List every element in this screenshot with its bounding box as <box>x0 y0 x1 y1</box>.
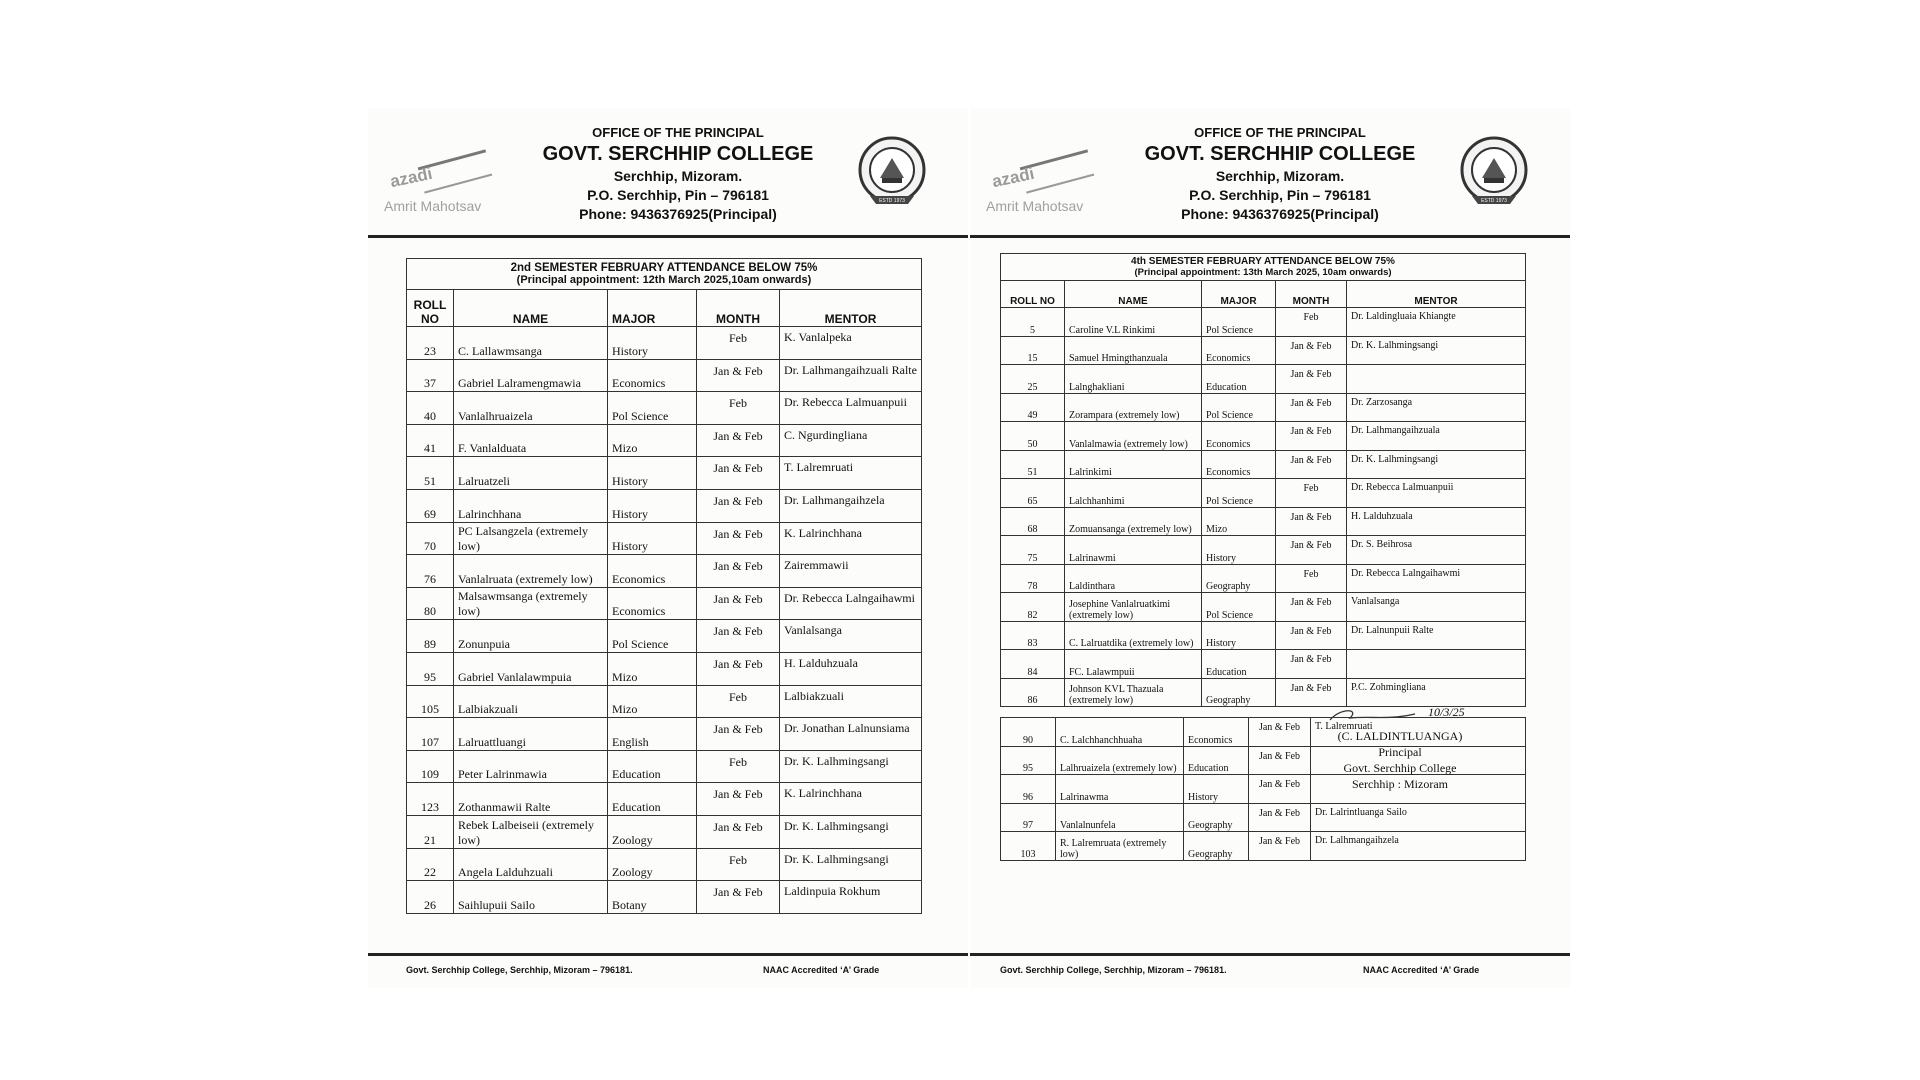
table-row <box>1001 650 1526 679</box>
table-row <box>1001 450 1526 479</box>
roll-no-cell: 84 <box>1001 650 1065 679</box>
college-name: GOVT. SERCHHIP COLLEGE <box>1144 143 1416 165</box>
name-cell: Lalrinchhana <box>454 489 608 522</box>
month-cell: Feb <box>697 685 780 718</box>
principal-signature-block <box>1320 705 1480 792</box>
month-cell: Jan & Feb <box>1249 746 1311 775</box>
name-cell: Rebek Lalbeiseii (extremely low) <box>454 815 608 848</box>
name-cell: PC Lalsangzela (extremely low) <box>454 522 608 555</box>
mentor-cell: Dr. Zarzosanga <box>1347 393 1526 422</box>
principal-college: Govt. Serchhip College <box>1343 761 1457 775</box>
table-subtitle: (Principal appointment: 13th March 2025, 10am onwards) <box>1134 267 1392 278</box>
col-name: NAME <box>454 290 608 327</box>
name-cell: C. Lalchhanchhuaha <box>1056 718 1184 747</box>
month-cell: Jan & Feb <box>1249 832 1311 861</box>
roll-no-cell: 21 <box>407 815 454 848</box>
major-cell: Pol Science <box>1202 393 1276 422</box>
major-cell: Economics <box>608 587 697 620</box>
month-cell: Jan & Feb <box>1276 365 1347 394</box>
roll-no-cell: 96 <box>1001 775 1056 804</box>
major-cell: History <box>608 522 697 555</box>
name-cell: F. Vanlalduata <box>454 424 608 457</box>
col-major: MAJOR <box>1202 281 1276 308</box>
mentor-cell: Dr. Laldingluaia Khiangte <box>1347 308 1526 337</box>
mentor-cell: Dr. Jonathan Lalnunsiama <box>780 718 922 751</box>
name-cell: Vanlalnunfela <box>1056 803 1184 832</box>
major-cell: History <box>1202 536 1276 565</box>
mentor-cell: T. Lalremruati <box>780 457 922 490</box>
major-cell: English <box>608 718 697 751</box>
roll-no-cell: 89 <box>407 620 454 653</box>
letterhead-rule <box>970 235 1570 238</box>
major-cell: Geography <box>1202 564 1276 593</box>
major-cell: History <box>608 327 697 360</box>
roll-no-cell: 51 <box>407 457 454 490</box>
name-cell: Zothanmawii Ralte <box>454 783 608 816</box>
major-cell: Geography <box>1184 803 1249 832</box>
col-month: MONTH <box>1276 281 1347 308</box>
mentor-cell: Dr. Rebecca Lalngaihawmi <box>780 587 922 620</box>
major-cell: History <box>608 457 697 490</box>
table-row <box>407 457 922 490</box>
table-subtitle: (Principal appointment: 12th March 2025,10am onwards) <box>516 274 812 286</box>
major-cell: Education <box>1202 650 1276 679</box>
name-cell: Saihlupuii Sailo <box>454 881 608 914</box>
table-row <box>1001 564 1526 593</box>
attendance-table-2nd-sem <box>406 258 922 914</box>
table-title: 2nd SEMESTER FEBRUARY ATTENDANCE BELOW 75% <box>510 262 818 274</box>
table-row <box>1001 365 1526 394</box>
roll-no-cell: 78 <box>1001 564 1065 593</box>
table-body <box>1001 308 1526 707</box>
name-cell: Vanlalruata (extremely low) <box>454 555 608 588</box>
roll-no-cell: 68 <box>1001 507 1065 536</box>
table-row <box>407 392 922 425</box>
mentor-cell: Dr. K. Lalhmingsangi <box>780 848 922 881</box>
right-document-page <box>970 108 1570 988</box>
footer-address: Govt. Serchhip College, Serchhip, Mizoram – 796181. <box>1000 965 1227 975</box>
letterhead-rule <box>368 235 968 238</box>
roll-no-cell: 37 <box>407 359 454 392</box>
mentor-cell: C. Ngurdingliana <box>780 424 922 457</box>
left-document-page <box>368 108 968 988</box>
table-title: 4th SEMESTER FEBRUARY ATTENDANCE BELOW 75% <box>1131 256 1395 267</box>
college-place: Serchhip, Mizoram. <box>613 168 743 184</box>
table-header-row <box>407 290 922 327</box>
mentor-cell: K. Lalrinchhana <box>780 522 922 555</box>
roll-no-cell: 25 <box>1001 365 1065 394</box>
mentor-cell: Dr. Rebecca Lalmuanpuii <box>780 392 922 425</box>
major-cell: Mizo <box>608 685 697 718</box>
table-row <box>1001 479 1526 508</box>
footer-address: Govt. Serchhip College, Serchhip, Mizoram – 796181. <box>406 965 633 975</box>
table-row <box>407 652 922 685</box>
roll-no-cell: 40 <box>407 392 454 425</box>
name-cell: C. Lallawmsanga <box>454 327 608 360</box>
table-row <box>407 783 922 816</box>
major-cell: Economics <box>608 359 697 392</box>
name-cell: Samuel Hmingthanzuala <box>1065 336 1202 365</box>
roll-no-cell: 69 <box>407 489 454 522</box>
table-row <box>1001 336 1526 365</box>
month-cell: Feb <box>1276 479 1347 508</box>
mentor-cell <box>1347 650 1526 679</box>
table-row <box>407 718 922 751</box>
col-major: MAJOR <box>608 290 697 327</box>
month-cell: Feb <box>1276 564 1347 593</box>
azadi-ka-amrit-mahotsav-logo: azadi Amrit Mahotsav <box>380 158 500 228</box>
college-name: GOVT. SERCHHIP COLLEGE <box>542 143 814 165</box>
major-cell: Pol Science <box>608 392 697 425</box>
name-cell: Lalhruaizela (extremely low) <box>1056 746 1184 775</box>
roll-no-cell: 26 <box>407 881 454 914</box>
roll-no-cell: 109 <box>407 750 454 783</box>
college-phone: Phone: 9436376925(Principal) <box>1181 206 1379 222</box>
footer-accreditation: NAAC Accredited ‘A’ Grade <box>1363 965 1480 975</box>
month-cell: Feb <box>697 750 780 783</box>
month-cell: Jan & Feb <box>1249 775 1311 804</box>
mentor-cell: Dr. Lalhmangaihzuali Ralte <box>780 359 922 392</box>
table-row <box>407 815 922 848</box>
major-cell: Economics <box>1184 718 1249 747</box>
month-cell: Jan & Feb <box>697 652 780 685</box>
mentor-cell: K. Lalrinchhana <box>780 783 922 816</box>
mentor-cell: Dr. Rebecca Lalngaihawmi <box>1347 564 1526 593</box>
table-row <box>407 522 922 555</box>
major-cell: Zoology <box>608 848 697 881</box>
month-cell: Jan & Feb <box>1276 650 1347 679</box>
major-cell: Economics <box>608 555 697 588</box>
table-body <box>407 327 922 914</box>
major-cell: Education <box>608 750 697 783</box>
name-cell: Josephine Vanlalruatkimi (extremely low) <box>1065 593 1202 622</box>
table-row <box>1001 422 1526 451</box>
footer-rule <box>368 953 968 956</box>
month-cell: Feb <box>697 848 780 881</box>
college-phone: Phone: 9436376925(Principal) <box>579 206 777 222</box>
roll-no-cell: 103 <box>1001 832 1056 861</box>
month-cell: Jan & Feb <box>1276 336 1347 365</box>
month-cell: Jan & Feb <box>1249 718 1311 747</box>
letterhead <box>970 108 1570 233</box>
month-cell: Jan & Feb <box>1276 621 1347 650</box>
mentor-cell <box>1347 365 1526 394</box>
roll-no-cell: 51 <box>1001 450 1065 479</box>
month-cell: Jan & Feb <box>697 587 780 620</box>
mentor-cell: Dr. S. Beihrosa <box>1347 536 1526 565</box>
name-cell: Peter Lalrinmawia <box>454 750 608 783</box>
name-cell: Zorampara (extremely low) <box>1065 393 1202 422</box>
name-cell: Zomuansanga (extremely low) <box>1065 507 1202 536</box>
col-name: NAME <box>1065 281 1202 308</box>
mentor-cell: Dr. K. Lalhmingsangi <box>780 750 922 783</box>
col-mentor: MENTOR <box>780 290 922 327</box>
roll-no-cell: 95 <box>407 652 454 685</box>
month-cell: Feb <box>1276 308 1347 337</box>
name-cell: Lalruatzeli <box>454 457 608 490</box>
month-cell: Jan & Feb <box>697 555 780 588</box>
name-cell: Zonunpuia <box>454 620 608 653</box>
roll-no-cell: 86 <box>1001 678 1065 707</box>
roll-no-cell: 75 <box>1001 536 1065 565</box>
mentor-cell: Lalbiakzuali <box>780 685 922 718</box>
month-cell: Jan & Feb <box>1276 507 1347 536</box>
major-cell: Economics <box>1202 336 1276 365</box>
name-cell: Angela Lalduhzuali <box>454 848 608 881</box>
roll-no-cell: 5 <box>1001 308 1065 337</box>
col-roll-no: ROLL NO <box>407 290 454 327</box>
major-cell: Pol Science <box>1202 593 1276 622</box>
major-cell: History <box>1184 775 1249 804</box>
college-place: Serchhip, Mizoram. <box>1215 168 1345 184</box>
name-cell: Lalrinawma <box>1056 775 1184 804</box>
table-row <box>407 848 922 881</box>
major-cell: Education <box>608 783 697 816</box>
col-mentor: MENTOR <box>1347 281 1526 308</box>
roll-no-cell: 49 <box>1001 393 1065 422</box>
month-cell: Jan & Feb <box>1276 450 1347 479</box>
roll-no-cell: 41 <box>407 424 454 457</box>
mentor-cell: Dr. Lalrintluanga Sailo <box>1311 803 1526 832</box>
major-cell: Botany <box>608 881 697 914</box>
mentor-cell: Dr. Lalhmangaihzuala <box>1347 422 1526 451</box>
mentor-cell: Dr. Lalhmangaihzela <box>780 489 922 522</box>
table-row <box>1001 803 1526 832</box>
mentor-cell: Dr. Lalhmangaihzela <box>1311 832 1526 861</box>
name-cell: R. Lalremruata (extremely low) <box>1056 832 1184 861</box>
major-cell: History <box>608 489 697 522</box>
major-cell: Economics <box>1202 422 1276 451</box>
mentor-cell: Vanlalsanga <box>780 620 922 653</box>
month-cell: Jan & Feb <box>697 522 780 555</box>
table-row <box>407 881 922 914</box>
svg-text:ESTD 1973: ESTD 1973 <box>1481 198 1507 204</box>
month-cell: Jan & Feb <box>1276 393 1347 422</box>
major-cell: Economics <box>1202 450 1276 479</box>
month-cell: Jan & Feb <box>697 718 780 751</box>
major-cell: Pol Science <box>1202 479 1276 508</box>
roll-no-cell: 22 <box>407 848 454 881</box>
table-header-row <box>1001 281 1526 308</box>
major-cell: Education <box>1202 365 1276 394</box>
major-cell: History <box>1202 621 1276 650</box>
month-cell: Feb <box>697 392 780 425</box>
mentor-cell: H. Lalduhzuala <box>1347 507 1526 536</box>
roll-no-cell: 15 <box>1001 336 1065 365</box>
name-cell: Vanlalmawia (extremely low) <box>1065 422 1202 451</box>
table-row <box>407 327 922 360</box>
name-cell: Lalnghakliani <box>1065 365 1202 394</box>
major-cell: Mizo <box>608 424 697 457</box>
roll-no-cell: 80 <box>407 587 454 620</box>
month-cell: Jan & Feb <box>697 457 780 490</box>
table-row <box>407 620 922 653</box>
mentor-cell: Zairemmawii <box>780 555 922 588</box>
name-cell: FC. Lalawmpuii <box>1065 650 1202 679</box>
roll-no-cell: 123 <box>407 783 454 816</box>
roll-no-cell: 65 <box>1001 479 1065 508</box>
name-cell: Gabriel Lalramengmawia <box>454 359 608 392</box>
azadi-ka-amrit-mahotsav-logo: azadi Amrit Mahotsav <box>982 158 1102 228</box>
roll-no-cell: 70 <box>407 522 454 555</box>
name-cell: C. Lalruatdika (extremely low) <box>1065 621 1202 650</box>
table-row <box>1001 393 1526 422</box>
mentor-cell: K. Vanlalpeka <box>780 327 922 360</box>
mentor-cell: Dr. Lalnunpuii Ralte <box>1347 621 1526 650</box>
major-cell: Mizo <box>608 652 697 685</box>
month-cell: Jan & Feb <box>1249 803 1311 832</box>
principal-place: Serchhip : Mizoram <box>1352 777 1448 791</box>
month-cell: Jan & Feb <box>697 620 780 653</box>
table-row <box>407 489 922 522</box>
college-po: P.O. Serchhip, Pin – 796181 <box>1189 187 1371 203</box>
principal-name: (C. LALDINTLUANGA) <box>1337 729 1463 743</box>
mentor-cell: Laldinpuia Rokhum <box>780 881 922 914</box>
office-heading: OFFICE OF THE PRINCIPAL <box>1194 125 1366 140</box>
name-cell: Lalbiakzuali <box>454 685 608 718</box>
footer-accreditation: NAAC Accredited ‘A’ Grade <box>763 965 880 975</box>
month-cell: Jan & Feb <box>1276 536 1347 565</box>
table-row <box>1001 308 1526 337</box>
svg-text:ESTD 1973: ESTD 1973 <box>879 198 905 204</box>
major-cell: Pol Science <box>608 620 697 653</box>
month-cell: Jan & Feb <box>697 489 780 522</box>
letterhead <box>368 108 968 233</box>
name-cell: Malsawmsanga (extremely low) <box>454 587 608 620</box>
mentor-cell: Vanlalsanga <box>1347 593 1526 622</box>
month-cell: Jan & Feb <box>1276 422 1347 451</box>
name-cell: Vanlalhruaizela <box>454 392 608 425</box>
mentor-cell: Dr. Rebecca Lalmuanpuii <box>1347 479 1526 508</box>
month-cell: Jan & Feb <box>697 359 780 392</box>
major-cell: Geography <box>1202 678 1276 707</box>
name-cell: Laldinthara <box>1065 564 1202 593</box>
major-cell: Mizo <box>1202 507 1276 536</box>
table-row <box>1001 507 1526 536</box>
table-row <box>1001 678 1526 707</box>
name-cell: Gabriel Vanlalawmpuia <box>454 652 608 685</box>
roll-no-cell: 105 <box>407 685 454 718</box>
roll-no-cell: 97 <box>1001 803 1056 832</box>
table-row <box>407 359 922 392</box>
mentor-cell: H. Lalduhzuala <box>780 652 922 685</box>
table-row <box>1001 536 1526 565</box>
mentor-cell: Dr. K. Lalhmingsangi <box>1347 336 1526 365</box>
month-cell: Jan & Feb <box>697 881 780 914</box>
college-emblem-icon <box>852 134 932 214</box>
major-cell: Pol Science <box>1202 308 1276 337</box>
table-row <box>407 587 922 620</box>
mentor-cell: Dr. K. Lalhmingsangi <box>780 815 922 848</box>
name-cell: Lalrinkimi <box>1065 450 1202 479</box>
mentor-cell: P.C. Zohmingliana <box>1347 678 1526 707</box>
college-po: P.O. Serchhip, Pin – 796181 <box>587 187 769 203</box>
principal-role: Principal <box>1378 745 1422 759</box>
table-row <box>407 685 922 718</box>
footer-rule <box>970 953 1570 956</box>
major-cell: Zoology <box>608 815 697 848</box>
table-row <box>1001 621 1526 650</box>
table-row <box>407 555 922 588</box>
table-row <box>1001 832 1526 861</box>
name-cell: Lalchhanhimi <box>1065 479 1202 508</box>
major-cell: Education <box>1184 746 1249 775</box>
col-month: MONTH <box>697 290 780 327</box>
name-cell: Lalruattluangi <box>454 718 608 751</box>
month-cell: Feb <box>697 327 780 360</box>
roll-no-cell: 76 <box>407 555 454 588</box>
name-cell: Lalrinawmi <box>1065 536 1202 565</box>
college-emblem-icon <box>1454 134 1534 214</box>
name-cell: Johnson KVL Thazuala (extremely low) <box>1065 678 1202 707</box>
month-cell: Jan & Feb <box>697 783 780 816</box>
roll-no-cell: 107 <box>407 718 454 751</box>
table-row <box>1001 593 1526 622</box>
roll-no-cell: 90 <box>1001 718 1056 747</box>
office-heading: OFFICE OF THE PRINCIPAL <box>592 125 764 140</box>
roll-no-cell: 95 <box>1001 746 1056 775</box>
major-cell: Geography <box>1184 832 1249 861</box>
mentor-cell: Dr. K. Lalhmingsangi <box>1347 450 1526 479</box>
roll-no-cell: 50 <box>1001 422 1065 451</box>
table-row <box>407 424 922 457</box>
roll-no-cell: 83 <box>1001 621 1065 650</box>
name-cell: Caroline V.L Rinkimi <box>1065 308 1202 337</box>
month-cell: Jan & Feb <box>697 815 780 848</box>
roll-no-cell: 82 <box>1001 593 1065 622</box>
mentor-cell: T. Lalremruati <box>1311 718 1526 747</box>
roll-no-cell: 23 <box>407 327 454 360</box>
month-cell: Jan & Feb <box>1276 593 1347 622</box>
table-row <box>407 750 922 783</box>
col-roll-no: ROLL NO <box>1001 281 1065 308</box>
month-cell: Jan & Feb <box>697 424 780 457</box>
handwritten-signature: 10/3/25 <box>1320 710 1480 728</box>
month-cell: Jan & Feb <box>1276 678 1347 707</box>
